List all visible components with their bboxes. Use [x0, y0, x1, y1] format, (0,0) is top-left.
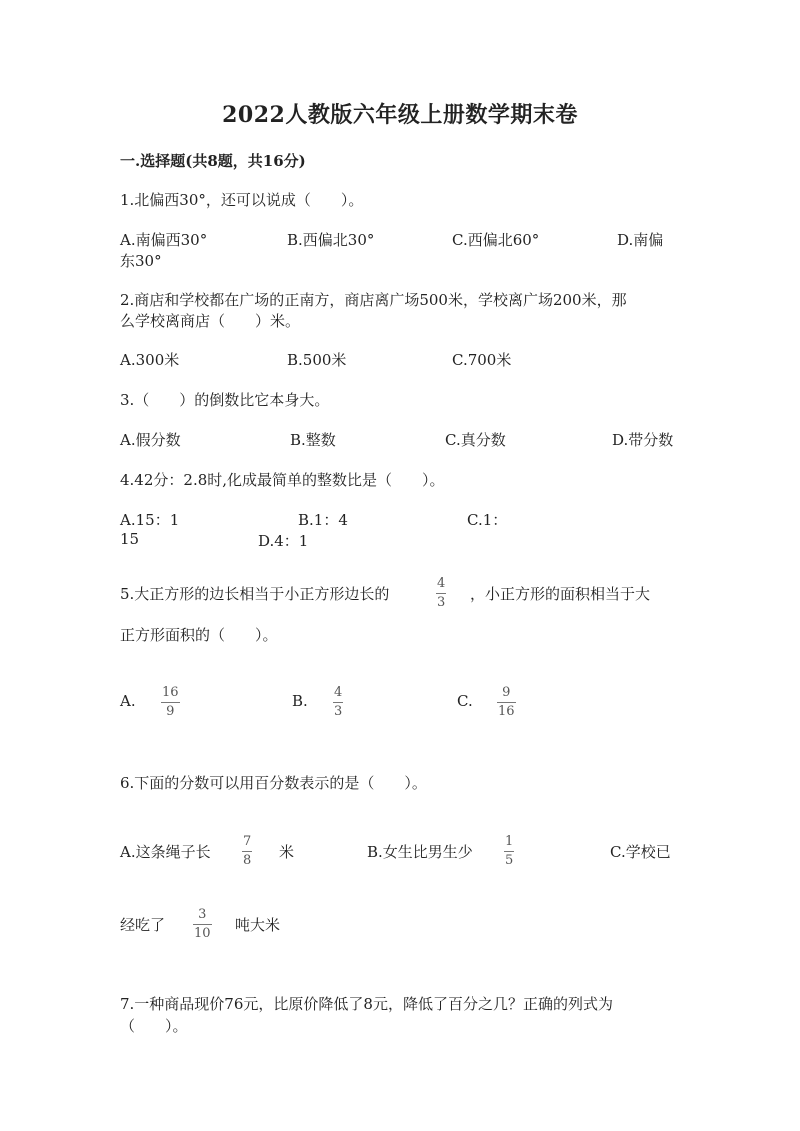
- question-7-stem: 7.一种商品现价76元，比原价降低了8元，降低了百分之几？正确的列式为: [120, 995, 613, 1013]
- question-5-fraction: 4 3: [437, 576, 446, 610]
- question-2-stem: 2.商店和学校都在广场的正南方，商店离广场500米，学校离广场200米，那: [120, 291, 627, 309]
- question-1-stem: 1.北偏西30°，还可以说成（ ）。: [120, 191, 364, 209]
- question-6-option-b: B.女生比男生少: [367, 843, 473, 861]
- question-4-option-a: A.15：1: [120, 511, 180, 529]
- question-4-option-c-cont: 15: [120, 530, 140, 548]
- page-title: 2022人教版六年级上册数学期末卷: [222, 102, 578, 128]
- question-1-option-d: D.南偏: [617, 231, 664, 249]
- question-5-option-a-fraction: 16 9: [162, 685, 179, 719]
- question-4-option-c: C.1：: [467, 511, 508, 529]
- question-7-stem-cont: （ ）。: [120, 1017, 188, 1035]
- question-1-option-a: A.南偏西30°: [120, 231, 208, 249]
- question-6-option-a-unit: 米: [279, 843, 295, 861]
- question-6-option-c-unit: 吨大米: [235, 916, 281, 934]
- question-5-stem: 5.大正方形的边长相当于小正方形边长的: [120, 585, 390, 603]
- question-1-option-c: C.西偏北60°: [452, 231, 540, 249]
- question-2-option-b: B.500米: [287, 351, 347, 369]
- question-5-stem-line2: 正方形面积的（ ）。: [120, 626, 278, 644]
- question-3-option-d: D.带分数: [612, 431, 674, 449]
- question-2-option-c: C.700米: [452, 351, 512, 369]
- question-6-option-a: A.这条绳子长: [120, 843, 211, 861]
- question-4-option-b: B.1：4: [298, 511, 348, 529]
- question-6-option-c-cont: 经吃了: [120, 916, 166, 934]
- question-5-option-b: B.: [292, 692, 308, 710]
- question-6-option-c-fraction: 3 10: [194, 907, 211, 941]
- question-6-stem: 6.下面的分数可以用百分数表示的是（ ）。: [120, 774, 427, 792]
- question-6-option-c: C.学校已: [610, 843, 671, 861]
- question-1-option-b: B.西偏北30°: [287, 231, 375, 249]
- question-5-option-a: A.: [120, 692, 136, 710]
- question-5-stem-cont: ，小正方形的面积相当于大: [470, 585, 651, 603]
- question-6-option-b-fraction: 1 5: [505, 834, 514, 868]
- question-2-stem-cont: 么学校离商店（ ）米。: [120, 312, 301, 330]
- question-5-option-c-fraction: 9 16: [498, 685, 515, 719]
- question-2-option-a: A.300米: [120, 351, 180, 369]
- question-6-option-a-fraction: 7 8: [243, 834, 252, 868]
- question-4-option-d: D.4：1: [258, 532, 309, 550]
- question-1-option-d-cont: 东30°: [120, 252, 162, 270]
- question-5-option-b-fraction: 4 3: [334, 685, 343, 719]
- question-3-stem: 3.（ ）的倒数比它本身大。: [120, 391, 330, 409]
- question-5-option-c: C.: [457, 692, 473, 710]
- question-3-option-a: A.假分数: [120, 431, 181, 449]
- question-3-option-c: C.真分数: [445, 431, 506, 449]
- question-3-option-b: B.整数: [290, 431, 336, 449]
- section-heading: 一.选择题(共8题，共16分): [120, 152, 306, 170]
- question-4-stem: 4.42分：2.8时,化成最简单的整数比是（ ）。: [120, 471, 445, 489]
